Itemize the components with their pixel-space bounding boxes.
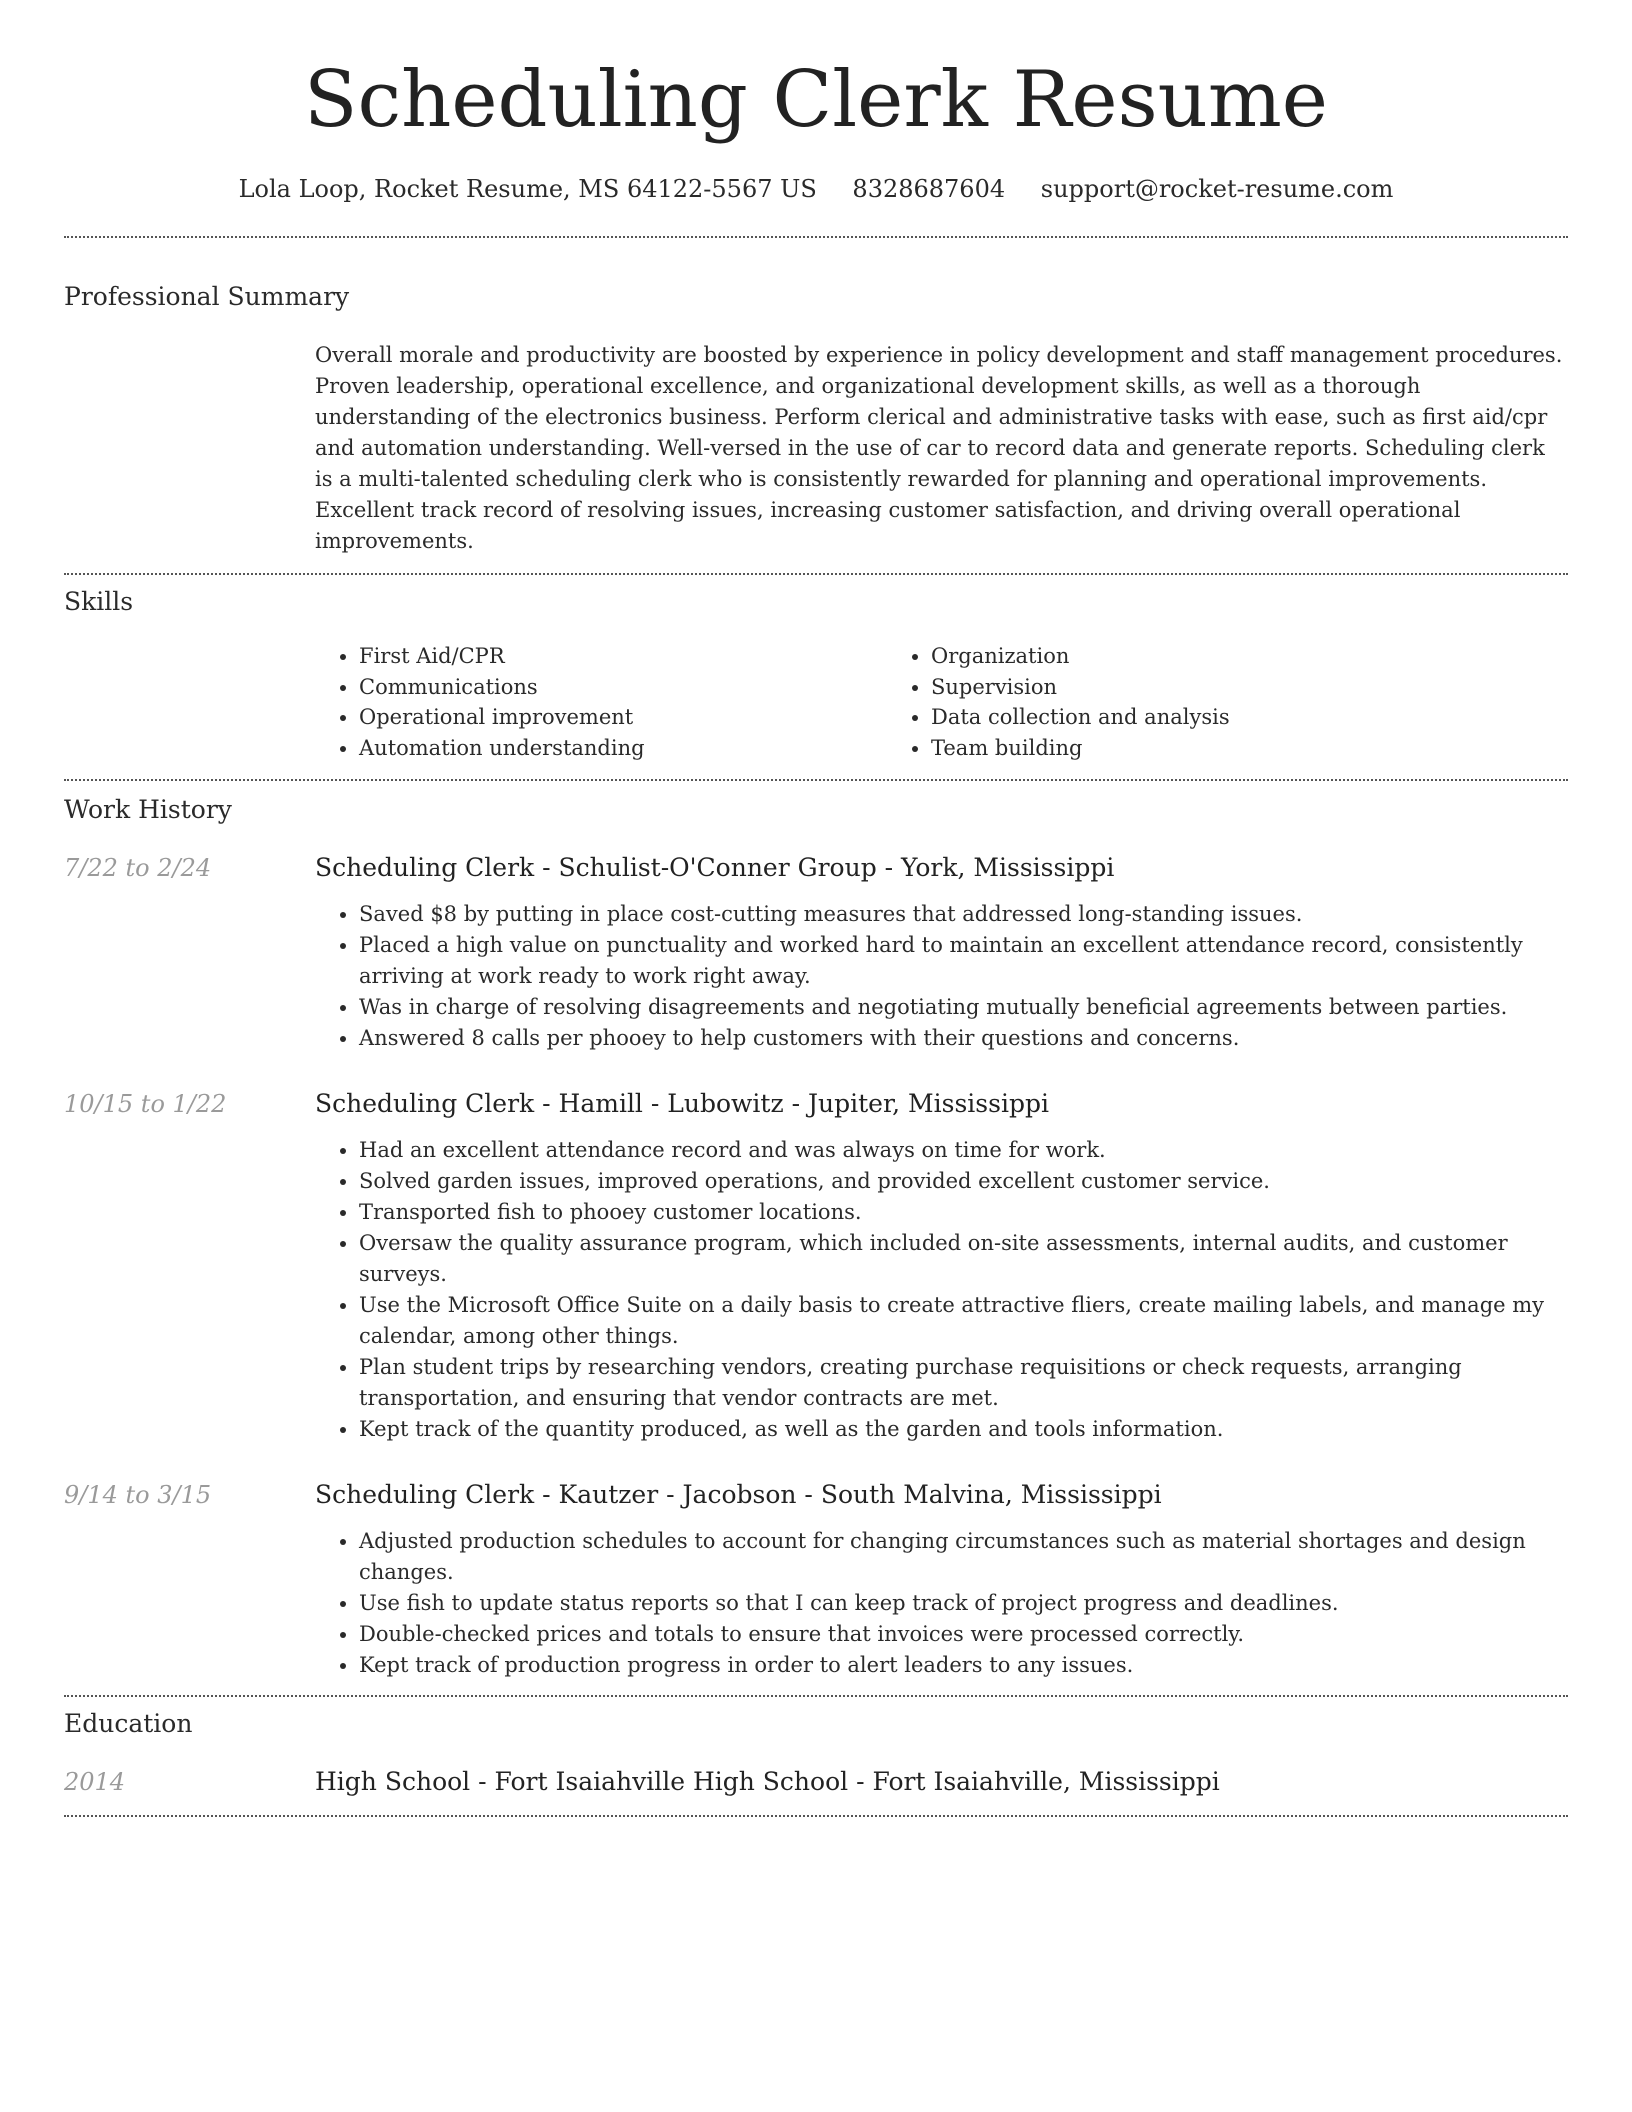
job-bullet: • Use the Microsoft Office Suite on a daily basis to create attractive fliers, create mailing labels, and manage my calendar, among other things. bbox=[359, 1290, 1568, 1352]
skill-item: • First Aid/CPR bbox=[359, 641, 887, 672]
section-heading-education: Education bbox=[64, 1709, 193, 1738]
contact-email: support@rocket-resume.com bbox=[1040, 175, 1394, 203]
resume-title: Scheduling Clerk Resume bbox=[304, 55, 1328, 145]
skill-item: • Operational improvement bbox=[359, 702, 887, 733]
education-heading: High School - Fort Isaiahville High School - Fort Isaiahville, Mississippi bbox=[315, 1767, 1220, 1796]
job-bullets bbox=[315, 1526, 1568, 1681]
skill-item: • Communications bbox=[359, 672, 887, 703]
skill-item: • Team building bbox=[931, 733, 1459, 764]
job-bullets bbox=[315, 1135, 1568, 1445]
skills-grid bbox=[315, 641, 1568, 763]
job-bullet: • Solved garden issues, improved operations, and provided excellent customer service. bbox=[359, 1166, 1568, 1197]
skills-list-right bbox=[887, 641, 1459, 763]
education-section bbox=[64, 1697, 1568, 1799]
contact-line bbox=[64, 172, 1568, 206]
job-body bbox=[315, 1478, 1568, 1695]
contact-address: Lola Loop, Rocket Resume, MS 64122-5567 US bbox=[238, 175, 817, 203]
job-bullet: • Plan student trips by researching vendors, creating purchase requisitions or check requests, arranging transportation, and ensuring that vendor contracts are met. bbox=[359, 1352, 1568, 1414]
job-entry bbox=[64, 851, 1568, 1054]
section-heading-work-history: Work History bbox=[64, 795, 232, 824]
job-heading: Scheduling Clerk - Kautzer - Jacobson - South Malvina, Mississippi bbox=[315, 1480, 1162, 1509]
section-heading-skills: Skills bbox=[64, 587, 134, 616]
job-bullets bbox=[315, 899, 1568, 1054]
section-divider bbox=[64, 1815, 1568, 1817]
job-heading: Scheduling Clerk - Hamill - Lubowitz - Jupiter, Mississippi bbox=[315, 1089, 1049, 1118]
job-bullet: • Adjusted production schedules to account for changing circumstances such as material shortages and design changes. bbox=[359, 1526, 1568, 1588]
job-bullet: • Double-checked prices and totals to ensure that invoices were processed correctly. bbox=[359, 1619, 1568, 1650]
job-dates: 7/22 to 2/24 bbox=[64, 854, 212, 882]
job-bullet: • Kept track of production progress in order to alert leaders to any issues. bbox=[359, 1650, 1568, 1681]
skill-item: • Organization bbox=[931, 641, 1459, 672]
skills-list-left bbox=[315, 641, 887, 763]
skill-item: • Supervision bbox=[931, 672, 1459, 703]
job-dates: 9/14 to 3/15 bbox=[64, 1481, 212, 1509]
job-bullet: • Saved $8 by putting in place cost-cutting measures that addressed long-standing issues. bbox=[359, 899, 1568, 930]
job-bullet: • Answered 8 calls per phooey to help customers with their questions and concerns. bbox=[359, 1023, 1568, 1054]
contact-phone: 8328687604 bbox=[852, 175, 1006, 203]
job-dates: 10/15 to 1/22 bbox=[64, 1090, 227, 1118]
skills-section bbox=[64, 575, 1568, 763]
job-entry bbox=[64, 1087, 1568, 1445]
job-heading: Scheduling Clerk - Schulist-O'Conner Group - York, Mississippi bbox=[315, 853, 1115, 882]
job-bullet: • Was in charge of resolving disagreements and negotiating mutually beneficial agreements between parties. bbox=[359, 992, 1568, 1023]
professional-summary-section bbox=[64, 238, 1568, 557]
job-body bbox=[315, 1087, 1568, 1445]
job-bullet: • Use fish to update status reports so that I can keep track of project progress and deadlines. bbox=[359, 1588, 1568, 1619]
job-bullet: • Kept track of the quantity produced, as well as the garden and tools information. bbox=[359, 1414, 1568, 1445]
skill-item: • Automation understanding bbox=[359, 733, 887, 764]
work-history-section bbox=[64, 781, 1568, 1695]
job-body bbox=[315, 851, 1568, 1054]
education-entry bbox=[64, 1765, 1568, 1799]
job-bullet: • Placed a high value on punctuality and worked hard to maintain an excellent attendance record, consistently arriving at work ready to work right away. bbox=[359, 930, 1568, 992]
section-heading-summary: Professional Summary bbox=[64, 282, 350, 311]
job-bullet: • Transported fish to phooey customer locations. bbox=[359, 1197, 1568, 1228]
job-bullet: • Had an excellent attendance record and was always on time for work. bbox=[359, 1135, 1568, 1166]
education-year: 2014 bbox=[64, 1768, 126, 1796]
job-bullet: • Oversaw the quality assurance program, which included on-site assessments, internal audits, and customer surveys. bbox=[359, 1228, 1568, 1290]
job-entry bbox=[64, 1478, 1568, 1695]
summary-text: Overall morale and productivity are boosted by experience in policy development and staff management procedures. Proven leadership, operational excellence, and organizational development skills, as well as a thorough understanding of the electronics business. Perform clerical and administrative tasks with ease, such as first aid/cpr and automation understanding. Well-versed in the use of car to record data and generate reports. Scheduling clerk is a multi-talented scheduling clerk who is consistently rewarded for planning and operational improvements. Excellent track record of resolving issues, increasing customer satisfaction, and driving overall operational improvements. bbox=[315, 343, 1563, 553]
skill-item: • Data collection and analysis bbox=[931, 702, 1459, 733]
